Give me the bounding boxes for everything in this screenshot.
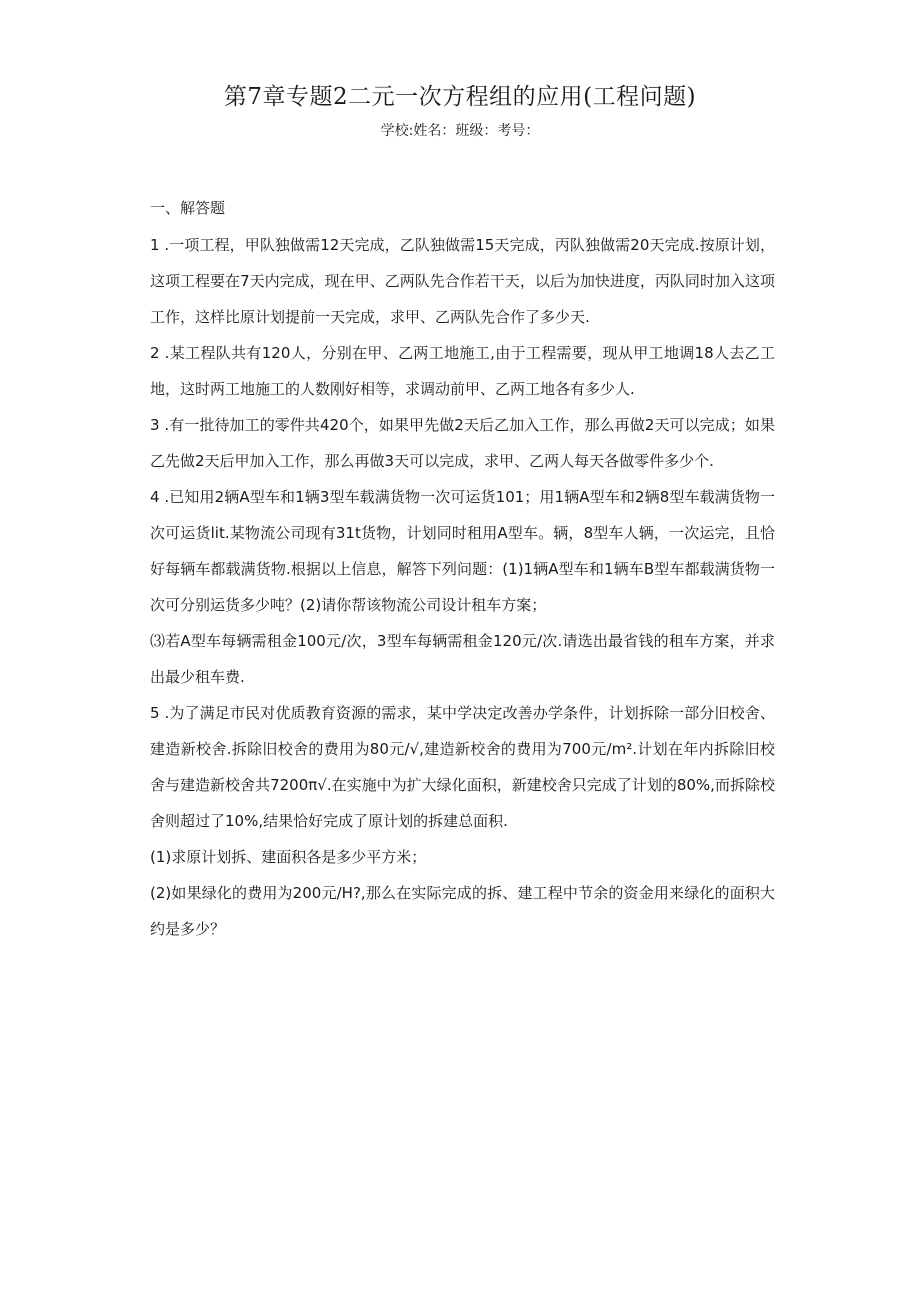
question-2: 2 .某工程队共有120人，分别在甲、乙两工地施工,由于工程需要，现从甲工地调18人去乙工地，这时两工地施工的人数刚好相等，求调动前甲、乙两工地各有多少人.	[150, 344, 775, 398]
question-3: 3 .有一批待加工的零件共420个，如果甲先做2天后乙加入工作，那么再做2天可以完成；如果乙先做2天后甲加入工作，那么再做3天可以完成，求甲、乙两人每天各做零件多少个.	[150, 416, 775, 470]
document-body	[150, 198, 775, 947]
question-4-part-3: ⑶若A型车每辆需租金100元/次，3型车每辆需租金120元/次.请选出最省钱的租车方案，并求出最少租车费.	[150, 632, 775, 686]
question-5-part-2: (2)如果绿化的费用为200元/H?,那么在实际完成的拆、建工程中节余的资金用来绿化的面积大约是多少？	[150, 884, 775, 938]
question-1: 1 .一项工程，甲队独做需12天完成，乙队独做需15天完成，丙队独做需20天完成.按原计划，这项工程要在7天内完成，现在甲、乙两队先合作若干天，以后为加快进度，丙队同时加入这项工作，这样比原计划提前一天完成，求甲、乙两队先合作了多少天.	[150, 236, 775, 326]
student-info-line: 学校:姓名：班级：考号：	[380, 123, 540, 139]
question-4: 4 .已知用2辆A型车和1辆3型车载满货物一次可运货101；用1辆A型车和2辆8型车载满货物一次可运货lit.某物流公司现有31t货物，计划同时租用A型车。辆，8型车人辆，一次运完，且恰好每辆车都载满货物.根据以上信息，解答下列问题：(1)1辆A型车和1辆车B型车都载满货物一次可分别运货多少吨？(2)请你帮该物流公司设计租车方案；	[150, 488, 775, 614]
document-title: 第7章专题2二元一次方程组的应用(工程问题)	[223, 84, 697, 110]
question-5: 5 .为了满足市民对优质教育资源的需求，某中学决定改善办学条件，计划拆除一部分旧校舍、建造新校舍.拆除旧校舍的费用为80元/√,建造新校舍的费用为700元/m².计划在年内拆除旧校舍与建造新校舍共7200π√.在实施中为扩大绿化面积，新建校舍只完成了计划的80%,而拆除校舍则超过了10%,结果恰好完成了原计划的拆建总面积.	[150, 704, 775, 830]
question-5-part-1: (1)求原计划拆、建面积各是多少平方米；	[150, 848, 427, 866]
section-heading: 一、解答题	[150, 199, 226, 217]
